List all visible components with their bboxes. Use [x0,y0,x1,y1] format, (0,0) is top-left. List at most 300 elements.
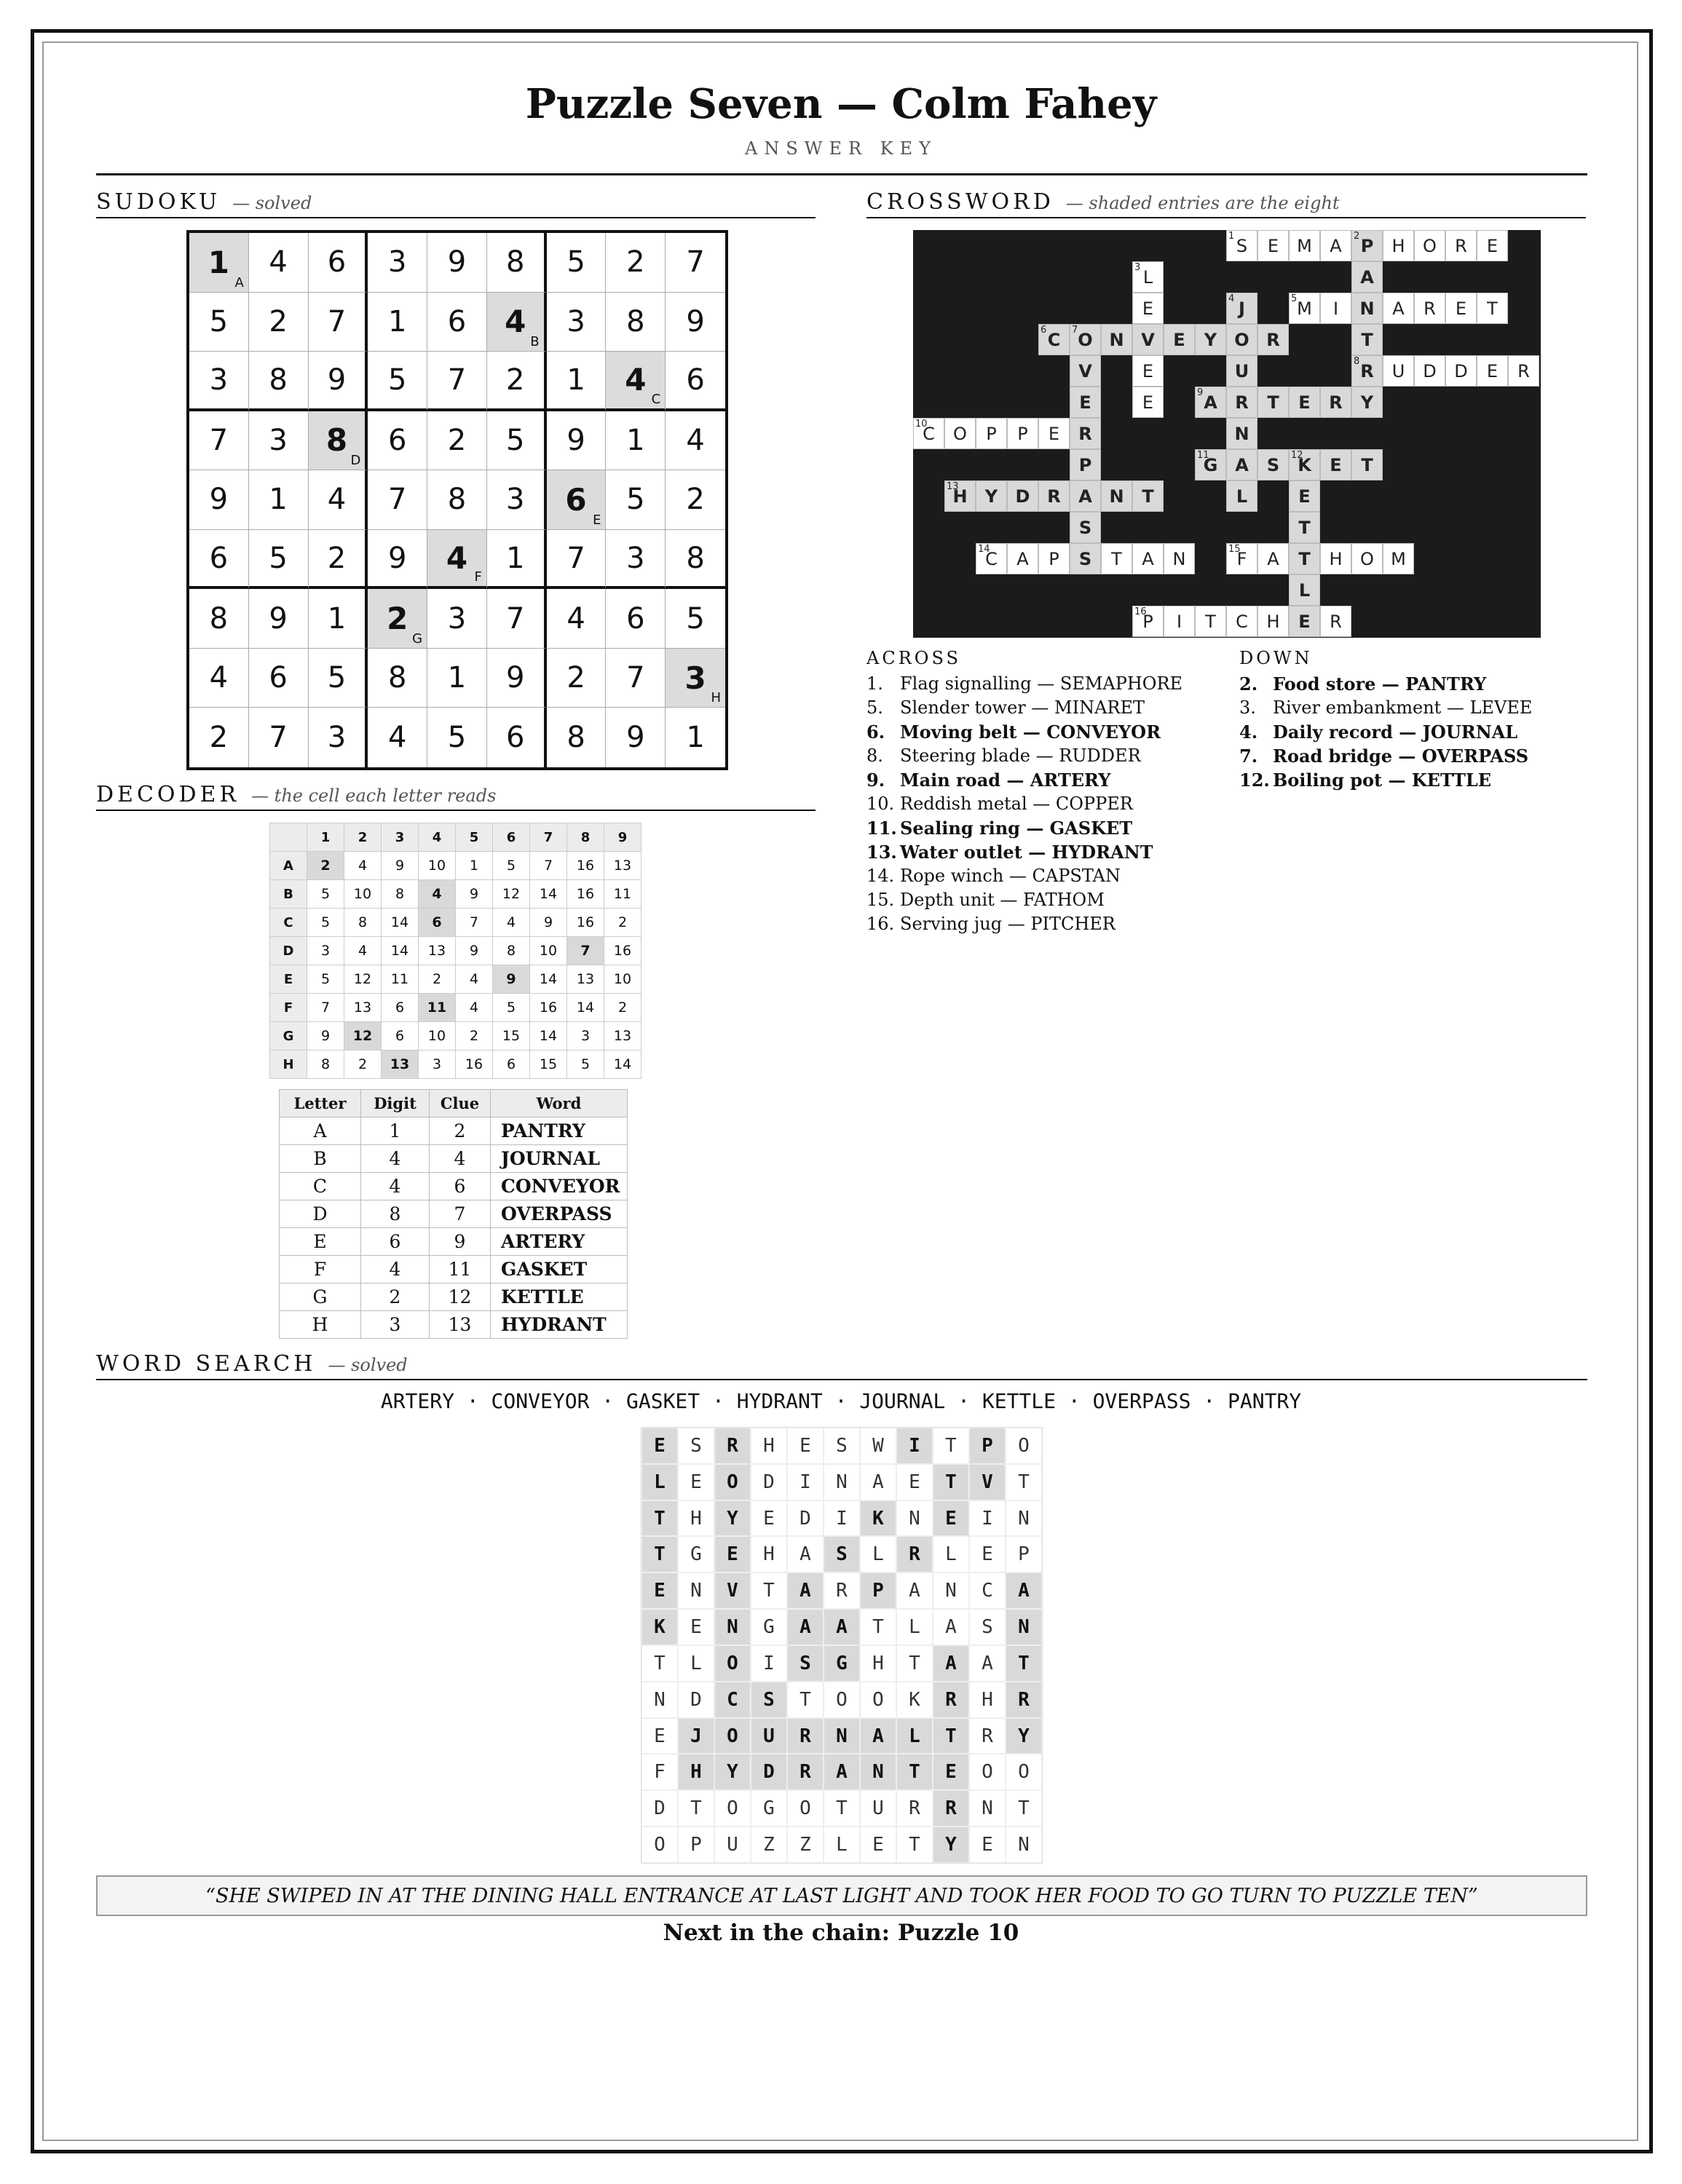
wordsearch-cell: N [933,1572,969,1609]
wordsearch-cell: V [714,1572,751,1609]
crossword-letter: T [1111,548,1122,569]
crossword-cell [1477,355,1508,387]
crossword-letter: C [1047,329,1061,350]
legend-cell: 4 [361,1173,430,1200]
sudoku-digit: 9 [686,304,705,339]
page-subtitle: ANSWER KEY [745,138,937,159]
sudoku-cell [309,352,368,411]
clue-text: Boiling pot — KETTLE [1273,769,1491,791]
legend-cell: C [280,1173,361,1200]
clue-text: Water outlet — HYDRANT [900,842,1153,863]
sudoku-cell [427,233,487,293]
crossword-letter: T [1267,392,1279,413]
decoder-heading [96,782,816,811]
wordsearch-cell: D [751,1464,787,1500]
sudoku-digit: 2 [387,601,408,637]
legend-row [280,1145,628,1173]
crossword-letter: E [1267,235,1279,256]
clue-text: River embankment — LEVEE [1273,697,1533,718]
sudoku-digit: 8 [209,601,229,636]
wordsearch-cell: T [896,1827,933,1863]
decoder-cell: 9 [456,880,493,909]
wordsearch-cell: H [751,1536,787,1572]
sudoku-cell [487,352,547,411]
decoder-cell: 11 [382,965,419,994]
clue-number: 16. [866,914,895,934]
decoder-cell: 13 [567,965,604,994]
wordsearch-cell: E [641,1718,678,1754]
sudoku-cell [368,589,427,649]
sudoku-cell [606,233,666,293]
sudoku-digit: 3 [684,660,706,696]
legend-row [280,1173,628,1200]
crossword-grid [913,230,1541,638]
crossword-letter: U [1391,360,1405,381]
wordsearch-cell: A [969,1645,1006,1682]
clue-text: Flag signalling — SEMAPHORE [900,673,1183,694]
decoder-cell: 14 [530,880,567,909]
sudoku-digit: 7 [626,661,645,695]
crossword-clue-number: 16 [1134,606,1147,617]
sudoku-cell [606,649,666,708]
clue-item [1239,768,1532,792]
sudoku-digit: 5 [686,601,705,636]
crossword-letter: U [1234,360,1249,381]
crossword-cell [1289,230,1320,261]
crossword-letter: E [1486,235,1499,256]
sudoku-cell [547,293,607,352]
clue-number: 1. [866,673,883,694]
sudoku-digit: 8 [269,363,288,397]
crossword-cell [1257,543,1289,574]
wordsearch-cell: E [896,1464,933,1500]
crossword-letter: D [1015,486,1030,507]
clue-number: 6. [866,721,885,743]
sudoku-digit: 8 [387,661,407,695]
wordsearch-cell: T [933,1464,969,1500]
decoder-cell: 4 [344,852,382,880]
crossword-letter: T [1205,611,1216,632]
clue-item [866,792,1182,816]
wordsearch-cell: S [751,1682,787,1718]
crossword-letter: H [1266,611,1280,632]
legend-cell: 2 [361,1283,430,1311]
sudoku-cell-letter: A [234,274,244,290]
sudoku-digit: 1 [447,661,467,695]
sudoku-cell [309,530,368,590]
crossword-cell [1070,418,1101,449]
wordsearch-cell: E [678,1464,714,1500]
crossword-cell [1164,324,1195,355]
legend-header: Clue [430,1090,491,1117]
decoder-cell: 13 [604,852,641,880]
sudoku-cell [249,470,309,530]
legend-cell: 4 [361,1256,430,1283]
legend-cell: B [280,1145,361,1173]
decoder-cell: 15 [493,1022,530,1051]
clue-item [866,768,1182,792]
sudoku-cell [547,530,607,590]
crossword-cell [1226,230,1257,261]
sudoku-digit: 7 [209,423,229,457]
sudoku-cell [189,649,249,708]
wordsearch-cell: H [751,1428,787,1464]
sudoku-digit: 3 [566,304,585,339]
crossword-letter: Y [1360,392,1374,413]
crossword-letter: E [1455,298,1467,319]
wordsearch-cell: N [896,1500,933,1537]
clue-item [866,672,1182,696]
wordsearch-cell: A [824,1754,860,1790]
crossword-cell [1226,606,1257,637]
wordsearch-cell: E [860,1827,896,1863]
crossword-letter: O [1078,329,1093,350]
legend-cell: 4 [430,1145,491,1173]
clue-number: 11. [866,818,897,839]
across-heading: ACROSS [866,648,961,668]
sudoku-digit: 9 [566,423,585,457]
clue-item [1239,744,1532,768]
decoder-cell: 9 [493,965,530,994]
crossword-cell [1132,261,1164,293]
decoder-row-label: C [270,909,307,937]
sudoku-cell [606,589,666,649]
decoder-cell: 2 [307,852,344,880]
crossword-letter: S [1266,454,1280,475]
crossword-cell [976,480,1007,512]
decoder-row-label: E [270,965,307,994]
decoder-row [270,909,641,937]
crossword-letter: T [1361,454,1373,475]
sudoku-cell [606,411,666,471]
wordsearch-cell: E [641,1572,678,1609]
sudoku-digit: 5 [387,363,407,397]
crossword-cell [1383,543,1414,574]
clue-number: 7. [1239,745,1258,767]
sudoku-cell [368,708,427,767]
sudoku-cell [547,589,607,649]
crossword-cell [1257,449,1289,480]
crossword-letter: M [1297,235,1312,256]
sudoku-cell [487,589,547,649]
wordsearch-cell: T [933,1428,969,1464]
clue-text: Sealing ring — GASKET [900,818,1133,839]
wordsearch-cell: H [678,1500,714,1537]
sudoku-digit: 9 [387,541,407,575]
sudoku-cell-letter: C [651,391,661,407]
sudoku-cell [487,708,547,767]
crossword-letter: R [1424,298,1436,319]
decoder-cell: 3 [567,1022,604,1051]
sudoku-digit: 5 [566,245,585,280]
sudoku-digit: 1 [506,541,525,575]
crossword-letter: T [1298,517,1311,538]
wordsearch-cell: L [641,1464,678,1500]
sudoku-note: — solved [232,193,312,213]
decoder-cell: 13 [344,994,382,1022]
sudoku-cell [427,470,487,530]
decoder-col-header: 5 [456,823,493,852]
wordsearch-cell: T [860,1609,896,1645]
clue-number: 15. [866,890,895,910]
clue-number: 14. [866,866,895,886]
crossword-cell [1070,480,1101,512]
sudoku-digit: 6 [565,481,587,518]
decoder-row-label: D [270,937,307,965]
crossword-letter: L [1298,579,1311,601]
wordsearch-note: — solved [328,1355,408,1375]
legend-cell: 9 [430,1228,491,1256]
wordsearch-cell: R [896,1790,933,1827]
crossword-cell [1132,480,1164,512]
wordsearch-cell: D [641,1790,678,1827]
decoder-cell: 8 [493,937,530,965]
crossword-cell [1351,293,1383,324]
decoder-cell: 16 [530,994,567,1022]
legend-cell: OVERPASS [491,1200,628,1228]
legend-row [280,1200,628,1228]
wordsearch-cell: R [896,1536,933,1572]
decoder-cell: 11 [419,994,456,1022]
wordsearch-cell: U [714,1827,751,1863]
wordsearch-cell: U [751,1718,787,1754]
crossword-letter: K [1298,454,1311,475]
sudoku-digit: 6 [209,541,229,575]
clue-item [1239,672,1532,696]
wordsearch-cell: O [714,1790,751,1827]
wordsearch-cell: A [787,1572,824,1609]
crossword-clue-number: 15 [1228,544,1241,555]
crossword-cell [1383,293,1414,324]
legend-cell: G [280,1283,361,1311]
crossword-clue-number: 10 [915,419,928,430]
sudoku-cell [189,589,249,649]
crossword-letter: I [1332,298,1339,319]
wordsearch-cell: F [641,1754,678,1790]
legend-cell: 7 [430,1200,491,1228]
wordsearch-cell: U [860,1790,896,1827]
decoder-cell: 10 [604,965,641,994]
sudoku-digit: 9 [447,245,467,280]
sudoku-digit: 8 [566,721,585,755]
sudoku-cell [427,411,487,471]
crossword-cell [1257,230,1289,261]
clue-text: Reddish metal — COPPER [900,794,1133,814]
sudoku-digit: 1 [269,483,288,517]
sudoku-digit: 6 [626,601,645,636]
legend-cell: GASKET [491,1256,628,1283]
crossword-letter: V [1141,329,1155,350]
crossword-cell [1320,606,1351,637]
crossword-cell [1320,449,1351,480]
sudoku-digit: 7 [686,245,705,280]
crossword-clue-number: 7 [1072,325,1078,336]
wordsearch-cell: R [714,1428,751,1464]
wordsearch-cell: O [1006,1428,1042,1464]
crossword-cell [1101,543,1132,574]
crossword-letter: R [1517,360,1530,381]
wordsearch-grid [641,1427,1043,1864]
crossword-clue-number: 5 [1291,293,1298,304]
crossword-letter: R [1266,329,1280,350]
decoder-cell: 9 [307,1022,344,1051]
crossword-clue-number: 2 [1354,231,1360,242]
sudoku-digit: 6 [387,423,407,457]
wordsearch-heading-text: WORD SEARCH [96,1351,317,1377]
crossword-cell [1226,355,1257,387]
sudoku-digit: 9 [209,483,229,517]
legend-cell: 3 [361,1311,430,1339]
crossword-cell [1320,293,1351,324]
clue-text: Daily record — JOURNAL [1273,721,1518,743]
wordsearch-cell: T [641,1500,678,1537]
sudoku-digit: 2 [566,661,585,695]
legend-cell: 2 [430,1117,491,1145]
crossword-cell [1195,324,1226,355]
sudoku-digit: 2 [327,541,347,575]
clue-text: Slender tower — MINARET [900,697,1145,718]
crossword-cell [1257,324,1289,355]
crossword-letter: E [1048,423,1060,444]
sudoku-cell [249,411,309,471]
sudoku-cell [606,530,666,590]
wordsearch-cell: H [678,1754,714,1790]
wordsearch-cell: R [787,1718,824,1754]
wordsearch-cell: G [751,1790,787,1827]
sudoku-cell [487,293,547,352]
crossword-clue-number: 8 [1354,356,1360,367]
sudoku-cell [309,589,368,649]
decoder-cell: 14 [382,909,419,937]
wordsearch-cell: A [933,1609,969,1645]
crossword-clue-number: 3 [1134,262,1141,273]
sudoku-digit: 9 [327,363,347,397]
crossword-clue-number: 1 [1228,231,1235,242]
decoder-cell: 13 [604,1022,641,1051]
wordsearch-cell: A [896,1572,933,1609]
sudoku-cell-letter: G [412,630,423,646]
sudoku-cell [309,233,368,293]
wordsearch-cell: S [787,1645,824,1682]
decoder-cell: 9 [456,937,493,965]
sudoku-digit: 2 [506,363,525,397]
sudoku-digit: 9 [626,721,645,755]
legend-row [280,1311,628,1339]
crossword-cell [1383,230,1414,261]
sudoku-digit: 4 [566,601,585,636]
wordsearch-cell: Y [933,1827,969,1863]
crossword-cell [1226,543,1257,574]
crossword-letter: O [953,423,967,444]
decoder-cell: 12 [493,880,530,909]
clue-item [866,720,1182,744]
wordsearch-cell: K [860,1500,896,1537]
down-clues [1239,672,1532,792]
wordsearch-cell: E [751,1500,787,1537]
crossword-letter: E [1142,392,1154,413]
wordsearch-cell: A [933,1645,969,1682]
crossword-cell [1289,574,1320,606]
crossword-cell [1257,606,1289,637]
crossword-cell [1226,293,1257,324]
crossword-cell [1132,543,1164,574]
sudoku-digit: 8 [626,304,645,339]
decoder-cell: 2 [604,909,641,937]
wordsearch-cell: T [641,1536,678,1572]
sudoku-cell [487,470,547,530]
sudoku-digit: 5 [269,541,288,575]
clue-text: Serving jug — PITCHER [900,914,1116,934]
decoder-cell: 1 [456,852,493,880]
crossword-letter: L [1142,266,1153,288]
sudoku-cell [249,352,309,411]
crossword-letter: Y [984,486,998,507]
crossword-letter: A [1267,548,1279,569]
sudoku-cell [309,649,368,708]
sudoku-digit: 4 [209,661,229,695]
sudoku-cell [547,411,607,471]
crossword-letter: E [1298,392,1311,413]
crossword-cell [913,418,944,449]
crossword-cell [1351,261,1383,293]
sudoku-cell [547,649,607,708]
decoder-cell: 8 [382,880,419,909]
wordsearch-cell: A [860,1718,896,1754]
sudoku-cell [427,649,487,708]
crossword-heading [866,189,1586,218]
decoder-cell: 14 [382,937,419,965]
sudoku-cell [368,352,427,411]
sudoku-cell [666,411,725,471]
crossword-cell [1070,355,1101,387]
sudoku-digit: 7 [566,541,585,575]
clue-text: Depth unit — FATHOM [900,890,1105,910]
crossword-letter: I [1176,611,1182,632]
crossword-letter: F [1236,548,1247,569]
sudoku-cell [189,233,249,293]
wordsearch-cell: R [969,1718,1006,1754]
crossword-letter: A [1204,392,1217,413]
wordsearch-cell: I [896,1428,933,1464]
wordsearch-cell: T [751,1572,787,1609]
sudoku-cell-letter: E [593,512,601,528]
wordsearch-heading [96,1351,1587,1380]
wordsearch-cell: D [678,1682,714,1718]
decoder-cell: 10 [530,937,567,965]
crossword-letter: P [1049,548,1059,569]
sudoku-cell [189,530,249,590]
decoder-cell: 12 [344,965,382,994]
crossword-cell [1195,449,1226,480]
sudoku-digit: 3 [626,541,645,575]
crossword-cell [1320,543,1351,574]
sudoku-cell [666,352,725,411]
legend-row [280,1256,628,1283]
clue-number: 13. [866,842,897,863]
crossword-cell [944,480,976,512]
crossword-letter: A [1016,548,1029,569]
decoder-row [270,994,641,1022]
crossword-letter: N [1234,423,1249,444]
crossword-letter: T [1361,329,1373,350]
crossword-letter: R [1078,423,1092,444]
sudoku-cell [189,352,249,411]
sudoku-heading [96,189,816,218]
sudoku-digit: 1 [566,363,585,397]
wordsearch-cell: A [787,1609,824,1645]
wordsearch-cell: O [714,1464,751,1500]
wordsearch-cell: O [714,1718,751,1754]
